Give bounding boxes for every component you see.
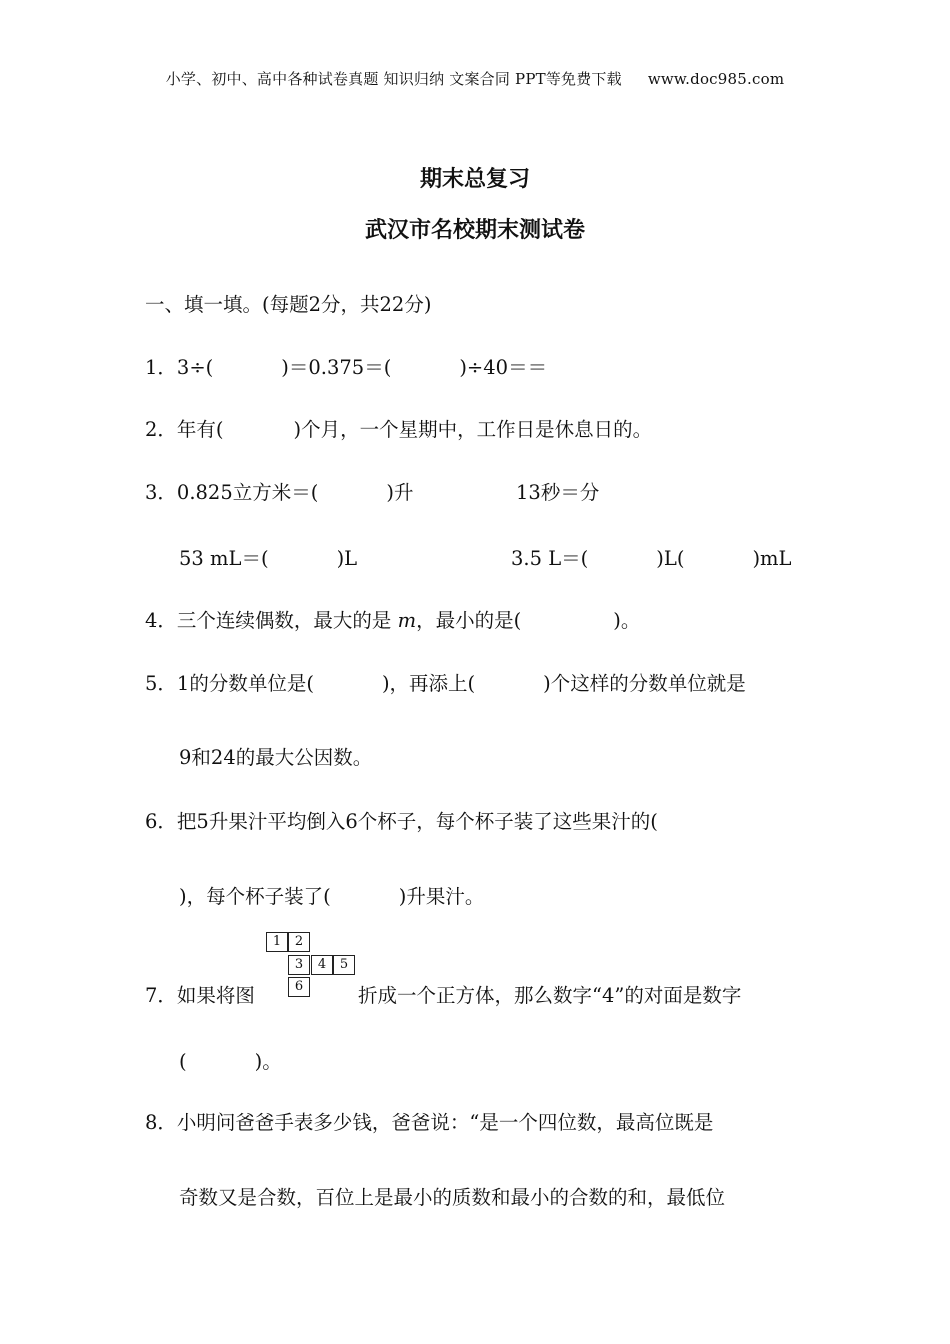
q3-seconds: 13秒＝分 xyxy=(516,481,600,504)
net-cell-1: 1 xyxy=(266,932,288,952)
q6b-part-b: )升果汁。 xyxy=(398,885,485,908)
net-cell-5: 5 xyxy=(333,955,355,975)
q4-part-b: ，最小的是( xyxy=(416,609,522,632)
q1-part-c: )÷40＝＝ xyxy=(459,356,548,379)
net-cell-2: 2 xyxy=(288,932,310,952)
section-heading: 一、填一填。(每题2分，共22分) xyxy=(145,293,432,316)
question-7 xyxy=(145,980,255,1008)
q3-part-a: 0.825立方米＝( xyxy=(176,481,319,504)
q2-part-b: )个月，一个星期中，工作日是休息日的。 xyxy=(293,418,653,441)
cube-net-figure xyxy=(266,930,366,1000)
question-8-cont: 奇数又是合数，百位上是最小的质数和最小的合数的和，最低位 xyxy=(179,1186,726,1209)
q3b-part-b: )L xyxy=(336,547,358,570)
q6b-part-a: )，每个杯子装了( xyxy=(179,885,331,908)
q1-number: 1． xyxy=(145,356,177,379)
q7-part-a: 如果将图 xyxy=(176,984,255,1007)
q8-number: 8． xyxy=(145,1111,177,1134)
q5-part-b: )，再添上( xyxy=(381,672,476,695)
question-6 xyxy=(145,806,658,834)
q3b-part-d: )L( xyxy=(656,547,685,570)
question-6-cont xyxy=(179,881,484,909)
q5-part-a: 1的分数单位是( xyxy=(176,672,314,695)
header-url[interactable]: www.doc985.com xyxy=(647,70,785,88)
q7b-part-a: ( xyxy=(179,1050,187,1073)
q1-part-b: )＝0.375＝( xyxy=(281,356,392,379)
q4-part-a: 三个连续偶数，最大的是 xyxy=(176,609,392,632)
page-header xyxy=(0,68,950,89)
q4-number: 4． xyxy=(145,609,177,632)
q5-number: 5． xyxy=(145,672,177,695)
q1-part-a: 3÷( xyxy=(176,356,214,379)
question-3-row2-left xyxy=(179,543,357,571)
q4-part-c: )。 xyxy=(613,609,641,632)
q6-number: 6． xyxy=(145,810,177,833)
question-3 xyxy=(145,477,413,505)
question-5-cont: 9和24的最大公因数。 xyxy=(179,746,373,769)
net-cell-3: 3 xyxy=(288,955,310,975)
q7-number: 7． xyxy=(145,984,177,1007)
q8-part-a: 小明问爸爸手表多少钱，爸爸说：“是一个四位数，最高位既是 xyxy=(176,1111,714,1134)
net-cell-4: 4 xyxy=(311,955,333,975)
q2-part-a: 年有( xyxy=(176,418,224,441)
question-1 xyxy=(145,352,547,380)
question-8 xyxy=(145,1107,713,1135)
q2-number: 2． xyxy=(145,418,177,441)
question-4 xyxy=(145,605,640,633)
question-5 xyxy=(145,668,746,696)
question-2 xyxy=(145,414,652,442)
title-review: 期末总复习 xyxy=(419,167,530,192)
title-exam: 武汉市名校期末测试卷 xyxy=(364,218,585,243)
q3-part-b: )升 xyxy=(386,481,414,504)
q4-variable: m xyxy=(397,609,417,632)
q3b-part-e: )mL xyxy=(752,547,792,570)
q3b-part-a: 53 mL＝( xyxy=(179,547,269,570)
q3b-part-c: 3.5 L＝( xyxy=(511,547,589,570)
question-7-cont xyxy=(179,1046,282,1074)
net-cell-6: 6 xyxy=(288,977,310,997)
q7-part-b: 折成一个正方体，那么数字“4”的对面是数字 xyxy=(358,984,742,1007)
q7b-part-b: )。 xyxy=(254,1050,282,1073)
q5-part-c: )个这样的分数单位就是 xyxy=(543,672,746,695)
q6-part-a: 把5升果汁平均倒入6个杯子，每个杯子装了这些果汁的( xyxy=(176,810,658,833)
question-3-row2-right xyxy=(511,543,792,571)
q3-number: 3． xyxy=(145,481,177,504)
header-text: 小学、初中、高中各种试卷真题 知识归纳 文案合同 PPT等免费下载 xyxy=(165,70,622,88)
